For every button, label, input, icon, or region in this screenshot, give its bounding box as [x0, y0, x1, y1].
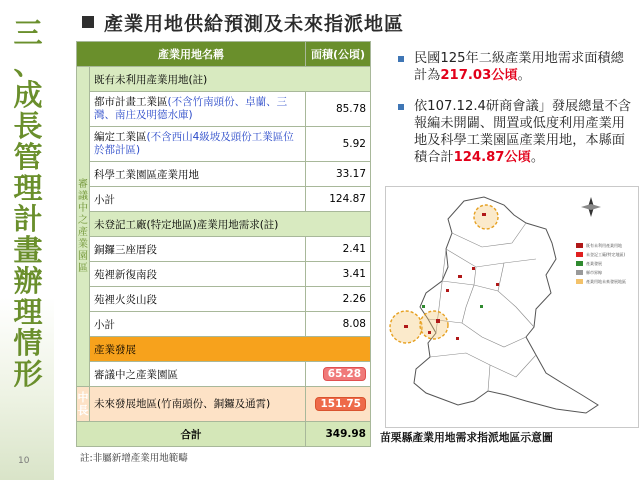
section-row [77, 212, 371, 237]
bullet-1 [400, 50, 632, 84]
future-area-tongluo [420, 311, 448, 339]
group-label-char: 園 [78, 250, 88, 262]
table-row [77, 262, 371, 287]
table-row [77, 187, 371, 212]
side-title-char: 成 [13, 78, 43, 112]
header-area: 面積(公頃) [306, 42, 371, 67]
land-parcel [496, 283, 499, 286]
group-label-vertical [77, 67, 90, 387]
map-caption: 苗栗縣產業用地需求指派地區示意圖 [380, 431, 553, 444]
county-outline [414, 197, 598, 413]
row-b1-value: 2.41 [306, 237, 371, 262]
row-a3-value: 33.17 [306, 162, 371, 187]
table-row [77, 362, 371, 387]
bullet-square-icon [398, 56, 404, 62]
side-title-char: 、 [13, 47, 43, 81]
legend-swatch [576, 270, 583, 275]
table-row [77, 312, 371, 337]
land-parcel [458, 275, 462, 278]
legend-item [576, 241, 626, 250]
group-label-char: 產 [78, 226, 88, 238]
section-row [77, 337, 371, 362]
land-parcel [436, 319, 440, 323]
side-title-char: 畫 [13, 233, 43, 267]
side-title-char: 辦 [13, 264, 43, 298]
section-title-vertical [10, 18, 46, 390]
side-title-char: 理 [13, 171, 43, 205]
side-title-char: 理 [13, 295, 43, 329]
footnote: 註:非屬新增產業用地範疇 [80, 453, 188, 464]
map-legend [576, 241, 626, 286]
total-row [77, 422, 371, 447]
subtotal-b-label: 小計 [90, 312, 306, 337]
group-label-char: 長 [77, 404, 89, 417]
land-parcel [428, 331, 431, 334]
north-arrow-icon [581, 197, 601, 217]
side-title-char: 形 [13, 357, 43, 391]
row-b3-value: 2.26 [306, 287, 371, 312]
legend-item [576, 259, 626, 268]
side-title-char: 情 [13, 326, 43, 360]
group-label-char: 業 [78, 238, 88, 250]
header-name: 產業用地名稱 [77, 42, 306, 67]
table-row [77, 92, 371, 127]
total-value: 349.98 [306, 422, 371, 447]
row-b2-value: 3.41 [306, 262, 371, 287]
slide-header [82, 7, 404, 37]
subtotal-b-value: 8.08 [306, 312, 371, 337]
slide-title: 產業用地供給預測及未來指派地區 [104, 12, 405, 35]
land-parcel [422, 305, 425, 308]
legend-label: 產業發展 [586, 260, 602, 266]
legend-item [576, 277, 626, 286]
bullet-2-text: 依107.12.4研商會議」發展總量不含報編未開闢、閒置或低度利用產業用地及科學工業園區產業用地，本縣面積合計 [414, 99, 631, 165]
land-parcel [482, 213, 486, 216]
row-c2-label: 未來發展地區(竹南頭份、銅鑼及通霄) [90, 387, 306, 422]
table-row [77, 162, 371, 187]
group-label-midlong [77, 387, 90, 422]
group-label-char: 議 [78, 190, 88, 202]
legend-swatch [576, 252, 583, 257]
row-c2-value: 151.75 [315, 397, 366, 411]
side-title-char: 長 [13, 109, 43, 143]
row-b1-label: 銅鑼三座厝段 [90, 237, 306, 262]
side-title-char: 管 [13, 140, 43, 174]
total-label: 合計 [77, 422, 306, 447]
section-row [77, 67, 371, 92]
legend-swatch [576, 243, 583, 248]
row-a1-value: 85.78 [306, 92, 371, 127]
legend-swatch [576, 261, 583, 266]
bullet-1-end: 。 [517, 68, 531, 83]
legend-label: 未登記工廠(特定地區) [586, 251, 626, 257]
land-parcel [480, 305, 483, 308]
table-row [77, 127, 371, 162]
row-a1-main: 都市計畫工業區 [94, 96, 168, 108]
bullet-2-highlight: 124.87公頃 [453, 150, 531, 165]
land-parcel [446, 289, 449, 292]
future-area-zhunan [474, 205, 498, 229]
bullet-1-text: 民國125年二級產業用地需求面積總計為 [414, 51, 624, 83]
row-b2-label: 苑裡新復南段 [90, 262, 306, 287]
group-label-char: 之 [78, 214, 88, 226]
table-row [77, 237, 371, 262]
row-c1-label: 審議中之產業園區 [90, 362, 306, 387]
land-parcel [404, 325, 408, 328]
county-map [386, 187, 638, 427]
bullet-square-icon [398, 104, 404, 110]
bullet-2 [400, 98, 632, 166]
legend-item [576, 250, 626, 259]
table-header-row [77, 42, 371, 67]
group-label-char: 中 [77, 391, 89, 404]
section-a-label: 既有未利用產業用地(註) [90, 67, 371, 92]
side-title-char: 計 [13, 202, 43, 236]
section-b-label: 未登記工廠(特定地區)產業用地需求(註) [90, 212, 371, 237]
legend-item [576, 268, 626, 277]
page-number: 10 [18, 456, 30, 466]
side-title-char: 三 [13, 16, 43, 50]
table-row [77, 387, 371, 422]
row-b3-label: 苑裡火炎山段 [90, 287, 306, 312]
legend-label: 縣市界線 [586, 269, 602, 275]
bullet-1-highlight: 217.03公頃 [440, 68, 518, 83]
group-label-char: 中 [78, 202, 88, 214]
industrial-land-table [76, 41, 371, 447]
square-bullet-icon [82, 16, 94, 28]
table-row [77, 287, 371, 312]
subtotal-a-label: 小計 [90, 187, 306, 212]
map-figure [385, 186, 639, 428]
legend-label: 產業用地未來發展地區 [586, 278, 626, 284]
row-a2-note: (不含西山4級坡及頭份工業區位於都計區) [94, 131, 294, 156]
row-a2-main: 編定工業區 [94, 131, 147, 143]
row-a2-value: 5.92 [306, 127, 371, 162]
land-parcel [472, 267, 475, 270]
land-parcel [456, 337, 459, 340]
row-c1-value: 65.28 [323, 367, 366, 381]
group-label-char: 審 [78, 178, 88, 190]
sidebar [0, 0, 54, 480]
subtotal-a-value: 124.87 [306, 187, 371, 212]
row-a3-label: 科學工業園區產業用地 [90, 162, 306, 187]
row-a1-note: (不含竹南頭份、卓蘭、三灣、南庄及明德水庫) [94, 96, 288, 121]
group-label-char: 區 [78, 262, 88, 274]
legend-swatch [576, 279, 583, 284]
section-c-label: 產業發展 [90, 337, 371, 362]
legend-label: 既有未利用產業用地 [586, 242, 622, 248]
bullet-2-end: 。 [530, 150, 545, 165]
